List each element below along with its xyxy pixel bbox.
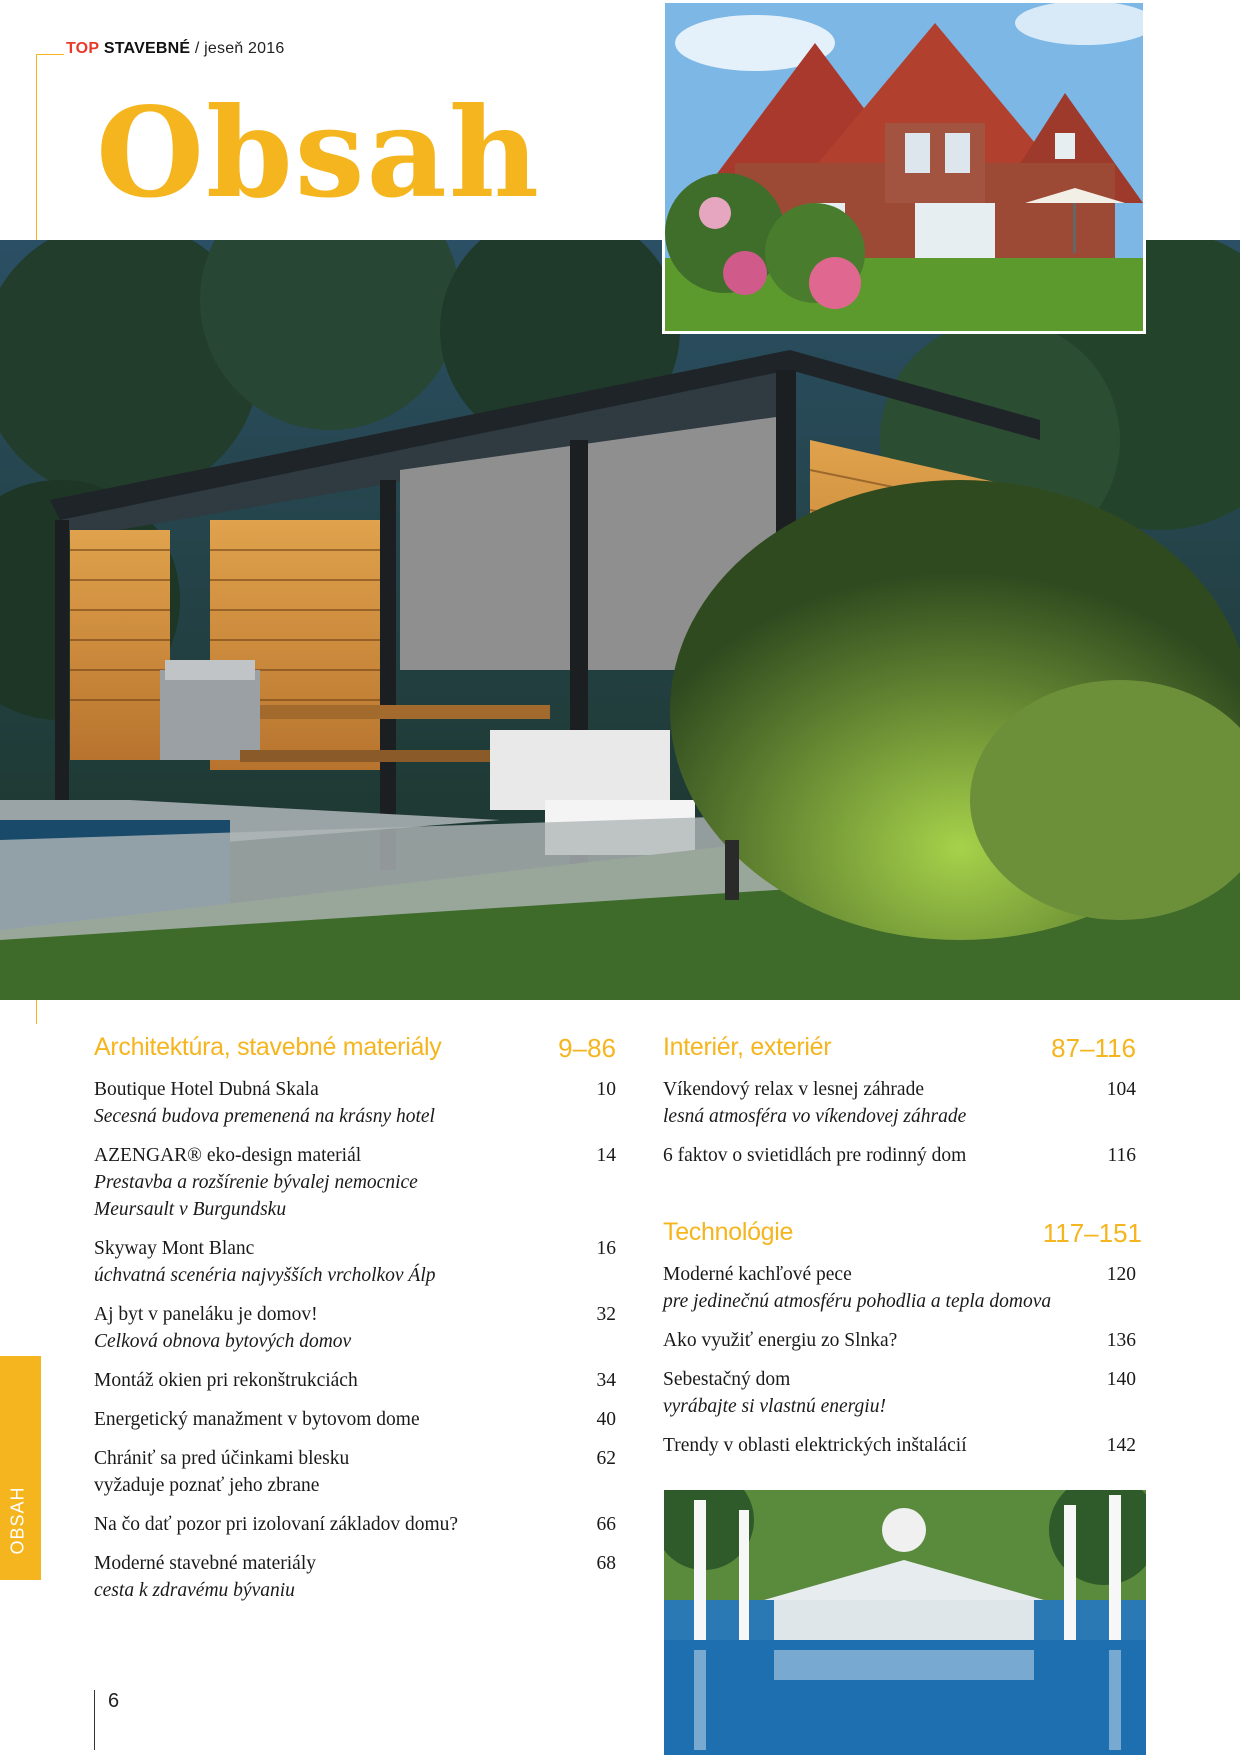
inset-photo-house	[662, 0, 1146, 334]
toc-entry-title: AZENGAR® eko-design materiál	[94, 1145, 362, 1166]
section-range-technologie: 117–151	[1042, 1218, 1142, 1248]
toc-entry-title: Aj byt v paneláku je domov!	[94, 1304, 318, 1325]
toc-entry-page: 142	[1106, 1435, 1136, 1456]
page-title: Obsah	[96, 81, 542, 226]
toc-entry-title: Trendy v oblasti elektrických inštalácií	[663, 1435, 967, 1456]
header-top-word: TOP	[66, 40, 100, 57]
toc-entry-page: 66	[596, 1514, 616, 1535]
toc-entry-subtitle: vyrábajte si vlastnú energiu!	[663, 1396, 886, 1417]
toc-entry-page: 32	[596, 1304, 616, 1325]
side-tab-label: OBSAH	[7, 1486, 28, 1555]
toc-entry-subtitle: lesná atmosféra vo víkendovej záhrade	[663, 1106, 967, 1127]
toc-entry-title: Víkendový relax v lesnej záhrade	[663, 1079, 924, 1100]
toc-entry-title: Na čo dať pozor pri izolovaní základov domu?	[94, 1514, 459, 1535]
header-issue: jeseň 2016	[204, 40, 285, 57]
toc-entry-page: 104	[1106, 1079, 1136, 1100]
header-rule	[36, 54, 64, 55]
section-range-architektura: 9–86	[558, 1033, 616, 1063]
toc-entry-title: Montáž okien pri rekonštrukciách	[94, 1370, 358, 1391]
toc-entry-subtitle: Meursault v Burgundsku	[94, 1199, 287, 1220]
toc-entry-subtitle: pre jedinečnú atmosféru pohodlia a tepla domova	[663, 1291, 1052, 1312]
hero-photo-pergola	[0, 240, 1240, 1000]
toc-entry-page: 14	[596, 1145, 616, 1166]
toc-entry-page: 120	[1106, 1264, 1136, 1285]
toc-entry-title: Boutique Hotel Dubná Skala	[94, 1079, 319, 1100]
toc-entry-title: 6 faktov o svietidlách pre rodinný dom	[663, 1145, 967, 1166]
magazine-header	[66, 40, 284, 58]
page-number-rule	[94, 1690, 95, 1750]
toc-entry-subtitle: úchvatná scenéria najvyšších vrcholkov Álp	[94, 1265, 436, 1286]
toc-entry-title: Ako využiť energiu zo Slnka?	[663, 1330, 898, 1351]
toc-entry-page: 136	[1106, 1330, 1136, 1351]
toc-entry-subtitle: cesta k zdravému bývaniu	[94, 1580, 295, 1601]
inset-photo-pool-restaurant	[664, 1490, 1146, 1755]
toc-entry-title: Chrániť sa pred účinkami blesku	[94, 1448, 350, 1469]
toc-entry-title: Energetický manažment v bytovom dome	[94, 1409, 420, 1430]
toc-entry-title: Skyway Mont Blanc	[94, 1238, 255, 1259]
page-number: 6	[108, 1690, 120, 1712]
toc-entry-page: 16	[596, 1238, 616, 1259]
toc-entry-page: 140	[1106, 1369, 1136, 1390]
toc-entry-subtitle: Prestavba a rozšírenie bývalej nemocnice	[94, 1172, 418, 1193]
toc-entry-page: 62	[596, 1448, 616, 1469]
toc-entry-page: 68	[596, 1553, 616, 1574]
header-separator: /	[190, 40, 205, 57]
side-tab-rule	[40, 1356, 41, 1580]
toc-entry-page: 10	[596, 1079, 616, 1100]
toc-entry-subtitle: vyžaduje poznať jeho zbrane	[94, 1475, 320, 1496]
section-title-technologie: Technológie	[663, 1218, 794, 1246]
toc-entry-subtitle: Celková obnova bytových domov	[94, 1331, 352, 1352]
toc-entry-title: Moderné stavebné materiály	[94, 1553, 316, 1574]
section-title-interier: Interiér, exteriér	[663, 1033, 832, 1061]
toc-entry-title: Sebestačný dom	[663, 1369, 791, 1390]
header-brand: STAVEBNÉ	[103, 40, 191, 57]
toc-entry-subtitle: Secesná budova premenená na krásny hotel	[94, 1106, 435, 1127]
section-range-interier: 87–116	[1051, 1033, 1136, 1063]
toc-entry-page: 34	[596, 1370, 616, 1391]
toc-entry-page: 116	[1107, 1145, 1136, 1166]
toc-entry-page: 40	[596, 1409, 616, 1430]
section-title-architektura: Architektúra, stavebné materiály	[94, 1033, 442, 1061]
toc-entry-title: Moderné kachľové pece	[663, 1264, 852, 1285]
